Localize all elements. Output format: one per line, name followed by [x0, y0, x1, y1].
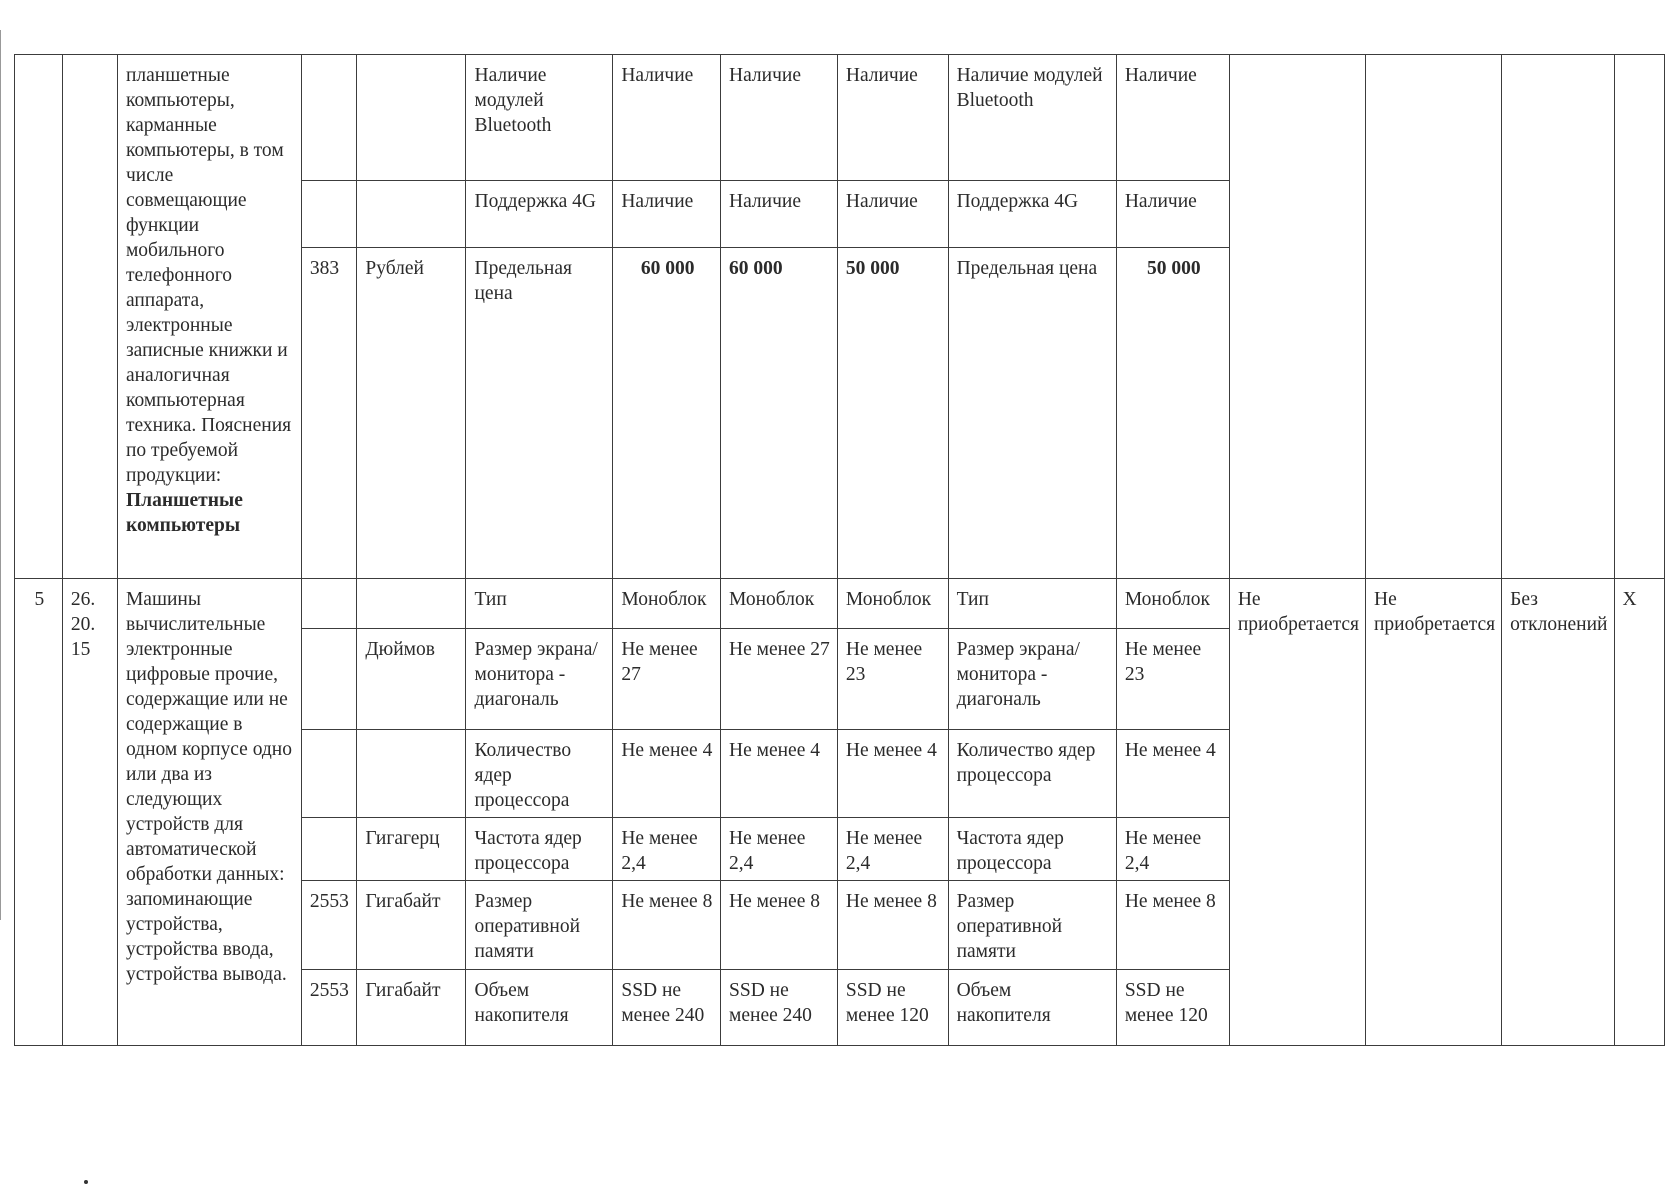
- no-deviation-cell: Без отклонений: [1502, 579, 1614, 1046]
- not-purchased-cell: Не приобретается: [1365, 579, 1501, 1046]
- value-cell: Моноблок: [1116, 579, 1229, 629]
- characteristic-name-2: Размер оперативной памяти: [948, 881, 1116, 970]
- value-cell: Не менее 4: [613, 730, 721, 818]
- characteristic-name: Объем накопителя: [466, 970, 613, 1046]
- empty-cell: [1614, 55, 1665, 579]
- unit-cell: [357, 181, 466, 248]
- unit-cell: [357, 579, 466, 629]
- table-row: [15, 55, 1665, 181]
- characteristic-name: Размер оперативной памяти: [466, 881, 613, 970]
- characteristic-name-2: Частота ядер процессора: [948, 818, 1116, 881]
- value-cell: Наличие: [721, 55, 838, 181]
- row-number-cell: 5: [15, 579, 63, 1046]
- okei-code-cell: 2553: [301, 881, 357, 970]
- empty-cell: [1229, 55, 1365, 579]
- unit-cell: [357, 55, 466, 181]
- characteristic-name-2: Объем накопителя: [948, 970, 1116, 1046]
- okpd-code-cell: 26. 20. 15: [62, 579, 117, 1046]
- value-cell: SSD не менее 240: [721, 970, 838, 1046]
- characteristic-name-2: Предельная цена: [948, 248, 1116, 579]
- empty-cell: [1502, 55, 1614, 579]
- product-description-cell: [117, 55, 301, 579]
- value-cell: Не менее 4: [721, 730, 838, 818]
- empty-cell: [1365, 55, 1501, 579]
- characteristic-name-2: Поддержка 4G: [948, 181, 1116, 248]
- okei-code-cell: [301, 730, 357, 818]
- value-cell: Наличие: [837, 181, 948, 248]
- okei-code-cell: 383: [301, 248, 357, 579]
- characteristic-name: Размер экрана/монитора - диагональ: [466, 629, 613, 730]
- value-cell: SSD не менее 120: [837, 970, 948, 1046]
- value-cell: Моноблок: [721, 579, 838, 629]
- value-cell: Не менее 27: [721, 629, 838, 730]
- product-description-cell: Машины вычислительные электронные цифровые прочие, содержащие или не содержащие в одном корпусе одно или два из следующих устройств для автоматической обработки данных: запоминающие устройства, устройства ввода, устройства вывода.: [117, 579, 301, 1046]
- value-cell: Не менее 2,4: [1116, 818, 1229, 881]
- value-cell: Не менее 8: [837, 881, 948, 970]
- value-cell: Наличие: [1116, 55, 1229, 181]
- unit-cell: Гигабайт: [357, 881, 466, 970]
- characteristic-name: Тип: [466, 579, 613, 629]
- value-cell: Не менее 8: [1116, 881, 1229, 970]
- characteristic-name: Количество ядер процессора: [466, 730, 613, 818]
- value-cell: SSD не менее 120: [1116, 970, 1229, 1046]
- unit-cell: Рублей: [357, 248, 466, 579]
- value-cell: Не менее 2,4: [613, 818, 721, 881]
- value-cell: Не менее 4: [1116, 730, 1229, 818]
- okei-code-cell: [301, 629, 357, 730]
- scan-speck: [84, 1180, 88, 1184]
- unit-cell: Гигагерц: [357, 818, 466, 881]
- product-description-bold: Планшетные компьютеры: [125, 490, 243, 536]
- value-cell: Не менее 23: [1116, 629, 1229, 730]
- value-cell: Не менее 8: [613, 881, 721, 970]
- not-purchased-cell: Не приобретается: [1229, 579, 1365, 1046]
- unit-cell: [357, 730, 466, 818]
- scan-edge-line: [0, 30, 1, 920]
- okpd-code-cell: [62, 55, 117, 579]
- mark-cell: X: [1614, 579, 1665, 1046]
- value-cell: Не менее 4: [837, 730, 948, 818]
- characteristic-name: Поддержка 4G: [466, 181, 613, 248]
- table-row: [15, 579, 1665, 629]
- characteristic-name-2: Размер экрана/монитора - диагональ: [948, 629, 1116, 730]
- characteristic-name-2: Наличие модулей Bluetooth: [948, 55, 1116, 181]
- characteristic-name: Предельная цена: [466, 248, 613, 579]
- value-cell: Не менее 2,4: [721, 818, 838, 881]
- value-cell: Моноблок: [613, 579, 721, 629]
- product-description: планшетные компьютеры, карманные компьютеры, в том числе совмещающие функции мобильного телефонного аппарата, электронные записные книжки и аналогичная компьютерная техника. Пояснения по требуемой продукции:: [125, 65, 292, 486]
- requirements-table: [14, 54, 1665, 1046]
- price-cell: 50 000: [837, 248, 948, 579]
- value-cell: Не менее 8: [721, 881, 838, 970]
- price-cell: 60 000: [613, 248, 721, 579]
- value-cell: Наличие: [1116, 181, 1229, 248]
- characteristic-name-2: Тип: [948, 579, 1116, 629]
- price-cell: 50 000: [1116, 248, 1229, 579]
- value-cell: Наличие: [613, 181, 721, 248]
- okei-code-cell: [301, 818, 357, 881]
- unit-cell: Дюймов: [357, 629, 466, 730]
- okei-code-cell: [301, 579, 357, 629]
- value-cell: Наличие: [837, 55, 948, 181]
- value-cell: Моноблок: [837, 579, 948, 629]
- value-cell: Наличие: [613, 55, 721, 181]
- characteristic-name: Наличие модулей Bluetooth: [466, 55, 613, 181]
- okei-code-cell: [301, 181, 357, 248]
- value-cell: Не менее 23: [837, 629, 948, 730]
- characteristic-name: Частота ядер процессора: [466, 818, 613, 881]
- okei-code-cell: 2553: [301, 970, 357, 1046]
- value-cell: Не менее 2,4: [837, 818, 948, 881]
- characteristic-name-2: Количество ядер процессора: [948, 730, 1116, 818]
- value-cell: Не менее 27: [613, 629, 721, 730]
- row-number-cell: [15, 55, 63, 579]
- price-cell: 60 000: [721, 248, 838, 579]
- value-cell: Наличие: [721, 181, 838, 248]
- unit-cell: Гигабайт: [357, 970, 466, 1046]
- okei-code-cell: [301, 55, 357, 181]
- value-cell: SSD не менее 240: [613, 970, 721, 1046]
